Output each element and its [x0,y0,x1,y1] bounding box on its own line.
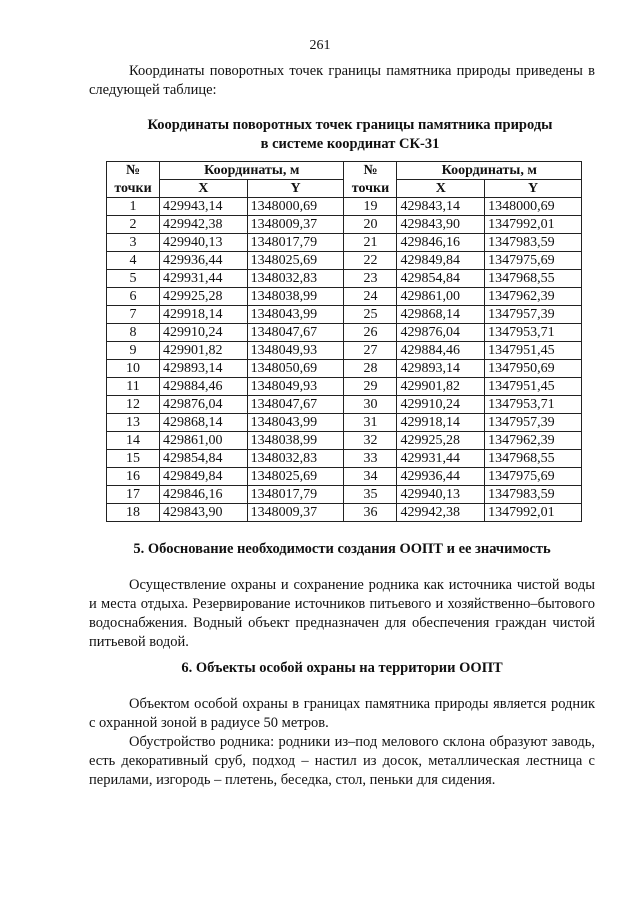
table-row [107,360,582,378]
x-coordinate-cell: 429910,24 [160,324,248,342]
section-5-title: 5. Обоснование необходимости создания ООПТ и ее значимость [133,541,551,557]
y-coordinate-cell: 1347953,71 [485,396,582,414]
y-coordinate-cell: 1347962,39 [485,432,582,450]
header-y-left: Y [247,180,344,198]
point-number-cell: 20 [344,216,397,234]
point-number-cell: 28 [344,360,397,378]
y-coordinate-cell: 1348047,67 [247,324,344,342]
x-coordinate-cell: 429884,46 [160,378,248,396]
point-number-cell: 25 [344,306,397,324]
table-row [107,288,582,306]
header-num-symbol-right: № [344,162,397,180]
y-coordinate-cell: 1348050,69 [247,360,344,378]
y-coordinate-cell: 1348017,79 [247,234,344,252]
header-coords-right: Координаты, м [397,162,582,180]
point-number-cell: 36 [344,504,397,522]
point-number-cell: 11 [107,378,160,396]
y-coordinate-cell: 1347975,69 [485,468,582,486]
table-row [107,432,582,450]
table-row [107,324,582,342]
y-coordinate-cell: 1347957,39 [485,414,582,432]
table-row [107,342,582,360]
section-6-paragraph-2: Обустройство родника: родники из–под мелового склона образуют заводь, есть декоративный сруб, подход – настил из досок, металлическая лестница с перилами, изгородь – плетень, беседка, стол, пеньки для сидения. [89,734,595,788]
point-number-cell: 1 [107,198,160,216]
y-coordinate-cell: 1348032,83 [247,270,344,288]
point-number-cell: 33 [344,450,397,468]
y-coordinate-cell: 1348009,37 [247,216,344,234]
x-coordinate-cell: 429854,84 [160,450,248,468]
x-coordinate-cell: 429901,82 [397,378,485,396]
header-num-symbol-left: № [107,162,160,180]
x-coordinate-cell: 429936,44 [160,252,248,270]
x-coordinate-cell: 429918,14 [160,306,248,324]
x-coordinate-cell: 429846,16 [160,486,248,504]
point-number-cell: 4 [107,252,160,270]
y-coordinate-cell: 1348000,69 [485,198,582,216]
y-coordinate-cell: 1348049,93 [247,378,344,396]
y-coordinate-cell: 1348032,83 [247,450,344,468]
y-coordinate-cell: 1347975,69 [485,252,582,270]
y-coordinate-cell: 1348038,99 [247,288,344,306]
y-coordinate-cell: 1348043,99 [247,306,344,324]
point-number-cell: 8 [107,324,160,342]
x-coordinate-cell: 429884,46 [397,342,485,360]
x-coordinate-cell: 429843,90 [160,504,248,522]
point-number-cell: 32 [344,432,397,450]
section-5-paragraph: Осуществление охраны и сохранение родника как источника чистой воды и места отдыха. Резервирование источников питьевого и хозяйственно–бытового водоснабжения. Водный объект предназначен для обеспечения граждан чистой питьевой водой. [89,577,595,650]
table-row [107,396,582,414]
point-number-cell: 34 [344,468,397,486]
point-number-cell: 23 [344,270,397,288]
table-caption [120,116,580,154]
y-coordinate-cell: 1347983,59 [485,234,582,252]
point-number-cell: 14 [107,432,160,450]
y-coordinate-cell: 1347968,55 [485,450,582,468]
x-coordinate-cell: 429893,14 [160,360,248,378]
point-number-cell: 35 [344,486,397,504]
y-coordinate-cell: 1347968,55 [485,270,582,288]
table-row [107,306,582,324]
x-coordinate-cell: 429931,44 [160,270,248,288]
section-6-title: 6. Объекты особой охраны на территории ООПТ [181,660,503,676]
table-caption-line-1: Координаты поворотных точек границы памятника природы [147,117,553,133]
y-coordinate-cell: 1347992,01 [485,216,582,234]
table-row [107,486,582,504]
y-coordinate-cell: 1347953,71 [485,324,582,342]
point-number-cell: 16 [107,468,160,486]
x-coordinate-cell: 429925,28 [160,288,248,306]
point-number-cell: 7 [107,306,160,324]
table-row [107,216,582,234]
coordinates-table [106,161,582,522]
header-coords-left: Координаты, м [160,162,344,180]
point-number-cell: 29 [344,378,397,396]
x-coordinate-cell: 429861,00 [160,432,248,450]
y-coordinate-cell: 1348000,69 [247,198,344,216]
point-number-cell: 26 [344,324,397,342]
x-coordinate-cell: 429918,14 [397,414,485,432]
point-number-cell: 30 [344,396,397,414]
point-number-cell: 27 [344,342,397,360]
x-coordinate-cell: 429943,14 [160,198,248,216]
x-coordinate-cell: 429910,24 [397,396,485,414]
x-coordinate-cell: 429849,84 [160,468,248,486]
y-coordinate-cell: 1348025,69 [247,468,344,486]
x-coordinate-cell: 429893,14 [397,360,485,378]
point-number-cell: 31 [344,414,397,432]
coordinates-table-body [107,198,582,522]
x-coordinate-cell: 429942,38 [397,504,485,522]
x-coordinate-cell: 429868,14 [160,414,248,432]
y-coordinate-cell: 1348038,99 [247,432,344,450]
y-coordinate-cell: 1347992,01 [485,504,582,522]
section-6-paragraph-1: Объектом особой охраны в границах памятника природы является родник с охранной зоной в радиусе 50 метров. [89,696,595,731]
point-number-cell: 17 [107,486,160,504]
table-row [107,252,582,270]
y-coordinate-cell: 1348043,99 [247,414,344,432]
y-coordinate-cell: 1347957,39 [485,306,582,324]
point-number-cell: 15 [107,450,160,468]
header-y-right: Y [485,180,582,198]
table-row [107,504,582,522]
point-number-cell: 13 [107,414,160,432]
table-row [107,468,582,486]
x-coordinate-cell: 429931,44 [397,450,485,468]
point-number-cell: 21 [344,234,397,252]
table-row [107,270,582,288]
y-coordinate-cell: 1348049,93 [247,342,344,360]
x-coordinate-cell: 429868,14 [397,306,485,324]
x-coordinate-cell: 429846,16 [397,234,485,252]
y-coordinate-cell: 1347951,45 [485,378,582,396]
header-num-word-left: точки [107,180,160,198]
point-number-cell: 24 [344,288,397,306]
x-coordinate-cell: 429940,13 [397,486,485,504]
table-row [107,198,582,216]
point-number-cell: 18 [107,504,160,522]
x-coordinate-cell: 429942,38 [160,216,248,234]
x-coordinate-cell: 429876,04 [397,324,485,342]
y-coordinate-cell: 1348047,67 [247,396,344,414]
point-number-cell: 19 [344,198,397,216]
point-number-cell: 2 [107,216,160,234]
y-coordinate-cell: 1348017,79 [247,486,344,504]
point-number-cell: 3 [107,234,160,252]
header-x-left: X [160,180,248,198]
point-number-cell: 22 [344,252,397,270]
y-coordinate-cell: 1347983,59 [485,486,582,504]
point-number-cell: 6 [107,288,160,306]
x-coordinate-cell: 429843,14 [397,198,485,216]
x-coordinate-cell: 429849,84 [397,252,485,270]
x-coordinate-cell: 429854,84 [397,270,485,288]
header-num-word-right: точки [344,180,397,198]
x-coordinate-cell: 429936,44 [397,468,485,486]
x-coordinate-cell: 429861,00 [397,288,485,306]
y-coordinate-cell: 1348009,37 [247,504,344,522]
table-caption-line-2: в системе координат СК-31 [260,136,440,152]
page-number: 261 [309,38,331,53]
y-coordinate-cell: 1347951,45 [485,342,582,360]
table-row [107,234,582,252]
y-coordinate-cell: 1347950,69 [485,360,582,378]
y-coordinate-cell: 1348025,69 [247,252,344,270]
table-row [107,414,582,432]
point-number-cell: 5 [107,270,160,288]
point-number-cell: 10 [107,360,160,378]
table-row [107,378,582,396]
y-coordinate-cell: 1347962,39 [485,288,582,306]
x-coordinate-cell: 429940,13 [160,234,248,252]
table-row [107,450,582,468]
intro-paragraph: Координаты поворотных точек границы памятника природы приведены в следующей таблице: [89,63,595,98]
point-number-cell: 12 [107,396,160,414]
x-coordinate-cell: 429901,82 [160,342,248,360]
point-number-cell: 9 [107,342,160,360]
x-coordinate-cell: 429876,04 [160,396,248,414]
x-coordinate-cell: 429843,90 [397,216,485,234]
header-x-right: X [397,180,485,198]
x-coordinate-cell: 429925,28 [397,432,485,450]
